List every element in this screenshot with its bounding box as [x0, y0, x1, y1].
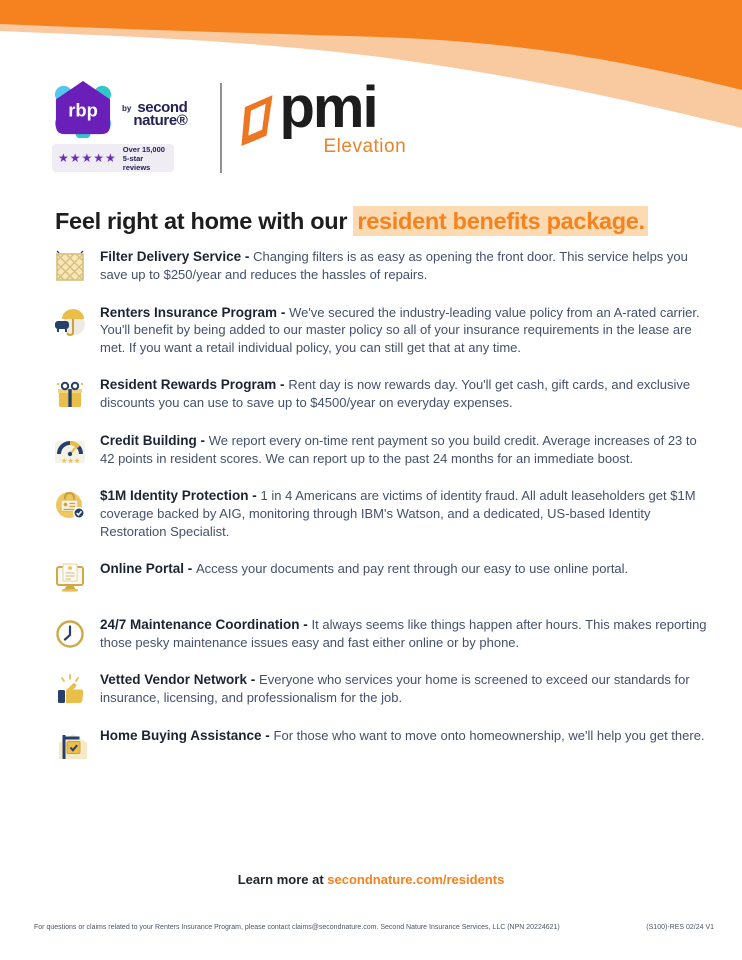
benefit-title: Vetted Vendor Network - [100, 672, 260, 688]
learn-more-prefix: Learn more at [237, 872, 328, 887]
logo-divider [220, 83, 222, 173]
benefit-desc: Changing filters is as easy as opening the front door. This service helps you save up to $250/year and reduces the hassles of repairs. [100, 249, 688, 282]
benefit-item-online-portal [52, 560, 708, 596]
svg-text:★: ★ [74, 456, 81, 465]
brand-bar [52, 75, 407, 173]
benefit-desc: We've secured the industry-leading value policy from an A-rated carrier. You'll benefit by being added to our master policy so all of your insurance requirements in the lease are met. If you want a retail individual policy, you can still get that at any time. [100, 304, 700, 356]
learn-more-link[interactable]: secondnature.com/residents [327, 872, 505, 887]
star-rating-badge [52, 144, 174, 172]
benefit-title: Filter Delivery Service - [100, 249, 254, 264]
identity-lock-icon [52, 487, 88, 523]
by-label: by [122, 104, 132, 113]
gift-box-icon [52, 376, 88, 412]
rbp-logo-icon [52, 80, 114, 138]
svg-text:★: ★ [67, 456, 74, 465]
benefit-item-maintenance [52, 616, 708, 652]
fine-print-disclaimer: For questions or claims related to your Renters Insurance Program, please contact claims@secondnature.com. Second Nature Insurance Services, LLC (NPN 20224621) [34, 924, 560, 931]
benefit-title: Online Portal - [100, 561, 197, 577]
learn-more-line [0, 872, 742, 887]
benefits-list [52, 248, 708, 782]
benefit-item-filter-delivery [52, 248, 708, 284]
benefit-desc: Rent day is now rewards day. You'll get cash, gift cards, and exclusive discounts you can use to save up to $4500/year on everyday expenses. [100, 377, 691, 411]
credit-gauge-icon [52, 432, 88, 468]
benefit-item-credit-building [52, 432, 708, 468]
benefit-title: 24/7 Maintenance Coordination - [100, 616, 312, 632]
pmi-logo-block [238, 75, 407, 158]
online-portal-icon [52, 560, 88, 596]
brand-word-nature: nature® [133, 112, 188, 129]
svg-text:★: ★ [61, 456, 68, 465]
pmi-sub-brand: Elevation [323, 136, 407, 157]
benefit-title: $1M Identity Protection - [100, 488, 261, 504]
benefit-item-identity-protection [52, 487, 708, 540]
pmi-wordmark: pmi [279, 75, 377, 140]
fine-print-row [0, 924, 742, 931]
benefit-title: Credit Building - [100, 432, 209, 448]
five-stars-icon: ★★★★★ [58, 151, 117, 165]
page-title-highlight: resident benefits package. [353, 206, 647, 236]
benefit-item-renters-insurance [52, 304, 708, 357]
second-nature-wordmark [122, 101, 187, 127]
page-title-prefix: Feel right at home with our [55, 208, 354, 234]
benefit-title: Resident Rewards Program - [100, 377, 289, 393]
benefit-desc: It always seems like things happen after hours. This makes reporting those pesky maintenance issues easy and fast either online or by phone. [100, 616, 707, 650]
page-title [55, 208, 705, 235]
umbrella-couch-icon [52, 304, 88, 340]
rating-count: Over 15,000 [122, 144, 165, 154]
pmi-logo-icon [238, 90, 276, 152]
benefit-desc: For those who want to move onto homeownership, we'll help you get there. [273, 727, 705, 743]
clock-icon [52, 616, 88, 652]
benefit-desc: 1 in 4 Americans are victims of identity fraud. All adult leaseholders get $1M coverage backed by AIG, monitoring through IBM's Watson, and a dedicated, US-based Identity Restoration Specialist. [100, 488, 696, 539]
benefit-desc: Everyone who services your home is screened to exceed our standards for insurance, licensing, and professionalism for the job. [100, 672, 690, 706]
benefit-desc: Access your documents and pay rent through our easy to use online portal. [196, 561, 629, 577]
benefit-desc: We report every on-time rent payment so you build credit. Average increases of 23 to 42 points in resident scores. We can report up to the past 24 months for an immediate boost. [100, 432, 697, 466]
air-filter-icon [52, 248, 88, 284]
rbp-badge-text: rbp [68, 99, 98, 121]
benefit-item-resident-rewards [52, 376, 708, 412]
rbp-logo-block [52, 80, 202, 172]
sold-sign-icon [52, 727, 88, 763]
benefit-title: Renters Insurance Program - [100, 304, 290, 320]
fine-print-doc-code: (S100)-RES 02/24 V1 [646, 924, 714, 931]
thumbs-up-icon [52, 671, 88, 707]
brand-word-second: second [137, 99, 188, 116]
benefit-title: Home Buying Assistance - [100, 727, 274, 743]
benefit-item-home-buying [52, 727, 708, 763]
benefit-item-vendor-network [52, 671, 708, 707]
rating-caption: 5-star reviews [122, 153, 151, 172]
